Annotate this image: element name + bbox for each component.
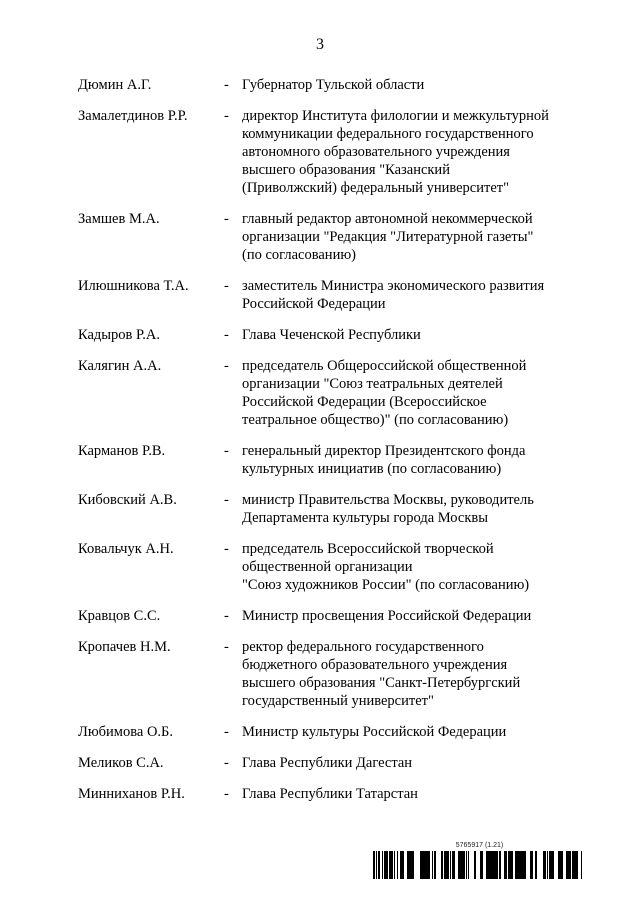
roster-row	[78, 723, 578, 741]
separator-dash: -	[224, 211, 229, 227]
member-position: Глава Республики Дагестан	[242, 755, 413, 771]
roster-row	[78, 540, 578, 594]
member-position: Губернатор Тульской области	[242, 77, 425, 93]
separator-dash: -	[224, 755, 229, 771]
roster-row	[78, 76, 578, 94]
separator-dash: -	[224, 639, 229, 655]
member-name: Замшев М.А.	[78, 211, 160, 227]
member-position: Министр просвещения Российской Федерации	[242, 608, 532, 624]
member-name: Кропачев Н.М.	[78, 639, 171, 655]
roster-row	[78, 607, 578, 625]
page-number: 3	[316, 36, 324, 53]
member-name: Карманов Р.В.	[78, 443, 166, 459]
roster-row	[78, 491, 578, 527]
roster-row	[78, 210, 578, 264]
separator-dash: -	[224, 608, 229, 624]
member-name: Илюшникова Т.А.	[78, 278, 189, 294]
separator-dash: -	[224, 541, 229, 557]
separator-dash: -	[224, 786, 229, 802]
roster-row	[78, 277, 578, 313]
separator-dash: -	[224, 278, 229, 294]
roster-row	[78, 785, 578, 803]
member-position: заместитель Министра экономического развития Российской Федерации	[242, 278, 545, 312]
separator-dash: -	[224, 327, 229, 343]
member-name: Кравцов С.С.	[78, 608, 161, 624]
roster-row	[78, 754, 578, 772]
member-position: председатель Общероссийской общественной организации "Союз театральных деятелей Российской Федерации (Всероссийское театральное общество)" (по согласованию)	[242, 358, 527, 428]
member-position: директор Института филологии и межкультурной коммуникации федерального государственного автономного образовательного учреждения высшего образования "Казанский (Приволжский) федеральный университет"	[242, 108, 549, 196]
separator-dash: -	[224, 358, 229, 374]
member-name: Дюмин А.Г.	[78, 77, 152, 93]
member-position: Министр культуры Российской Федерации	[242, 724, 507, 740]
member-name: Калягин А.А.	[78, 358, 162, 374]
document-code: 5765917 (1.21)	[455, 842, 504, 849]
barcode-icon	[372, 851, 587, 879]
member-position: министр Правительства Москвы, руководитель Департамента культуры города Москвы	[242, 492, 534, 526]
member-roster	[78, 76, 578, 816]
member-name: Кадыров Р.А.	[78, 327, 160, 343]
member-position: Глава Республики Татарстан	[242, 786, 418, 802]
member-position: главный редактор автономной некоммерческой организации "Редакция "Литературной газеты" (по согласованию)	[242, 211, 534, 263]
member-name: Минниханов Р.Н.	[78, 786, 185, 802]
separator-dash: -	[224, 77, 229, 93]
member-name: Меликов С.А.	[78, 755, 164, 771]
member-name: Кибовский А.В.	[78, 492, 177, 508]
member-position: председатель Всероссийской творческой общественной организации "Союз художников России" (по согласованию)	[242, 541, 530, 593]
member-name: Замалетдинов Р.Р.	[78, 108, 188, 124]
member-position: генеральный директор Президентского фонда культурных инициатив (по согласованию)	[242, 443, 526, 477]
member-name: Ковальчук А.Н.	[78, 541, 174, 557]
roster-row	[78, 638, 578, 710]
roster-row	[78, 107, 578, 197]
separator-dash: -	[224, 108, 229, 124]
member-position: ректор федерального государственного бюджетного образовательного учреждения высшего образования "Санкт-Петербургский государственный университет"	[242, 639, 521, 709]
member-position: Глава Чеченской Республики	[242, 327, 421, 343]
roster-row	[78, 326, 578, 344]
roster-row	[78, 357, 578, 429]
separator-dash: -	[224, 724, 229, 740]
separator-dash: -	[224, 492, 229, 508]
roster-row	[78, 442, 578, 478]
document-footer	[372, 842, 587, 879]
separator-dash: -	[224, 443, 229, 459]
member-name: Любимова О.Б.	[78, 724, 173, 740]
